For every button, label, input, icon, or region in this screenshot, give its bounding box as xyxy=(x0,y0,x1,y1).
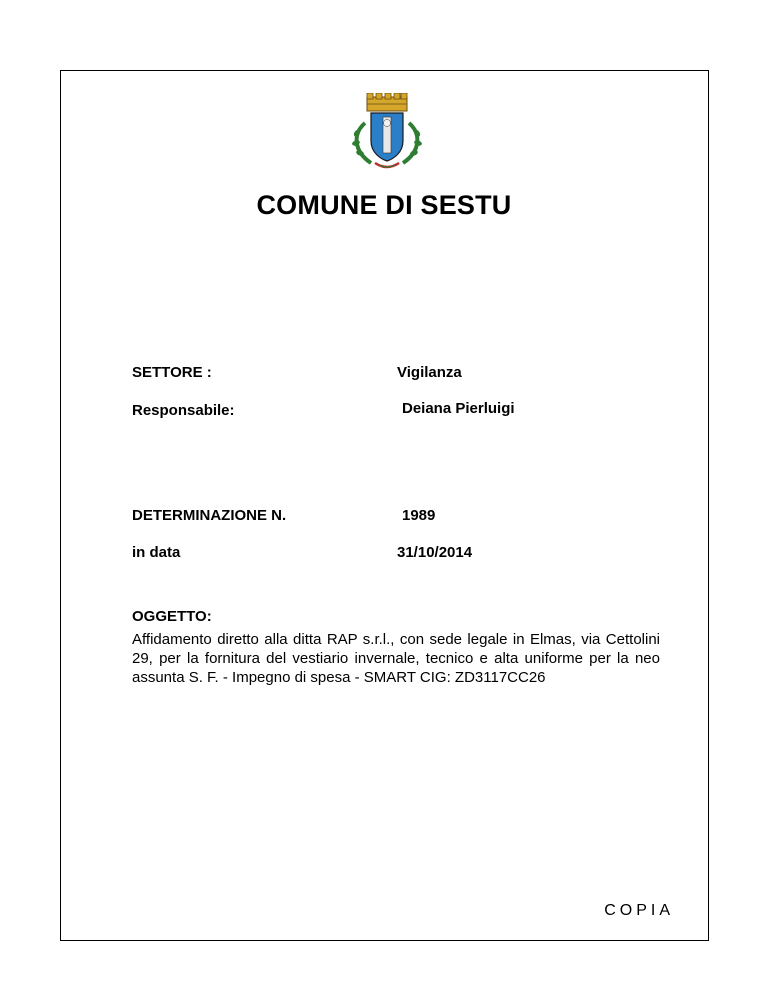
determinazione-label: DETERMINAZIONE N. xyxy=(132,507,287,524)
data-value: 31/10/2014 xyxy=(397,544,473,561)
settore-value: Vigilanza xyxy=(397,364,462,381)
responsabile-value: Deiana Pierluigi xyxy=(402,400,515,417)
oggetto-label: OGGETTO: xyxy=(132,608,212,625)
page-title: COMUNE DI SESTU xyxy=(256,190,512,220)
determinazione-value: 1989 xyxy=(402,507,436,524)
settore-label: SETTORE : xyxy=(132,364,212,381)
municipal-crest-icon xyxy=(345,93,429,173)
copia-stamp: COPIA xyxy=(604,902,674,919)
oggetto-text: Affidamento diretto alla ditta RAP s.r.l., con sede legale in Elmas, via Cettolini 29, per la fornitura del vestiario invernale, tecnico e alta uniforme per la neo assunta S. F. - Impegno di spesa - SMART CIG: ZD3117CC26 xyxy=(132,631,660,686)
data-label: in data xyxy=(132,544,181,561)
responsabile-label: Responsabile: xyxy=(132,402,235,419)
